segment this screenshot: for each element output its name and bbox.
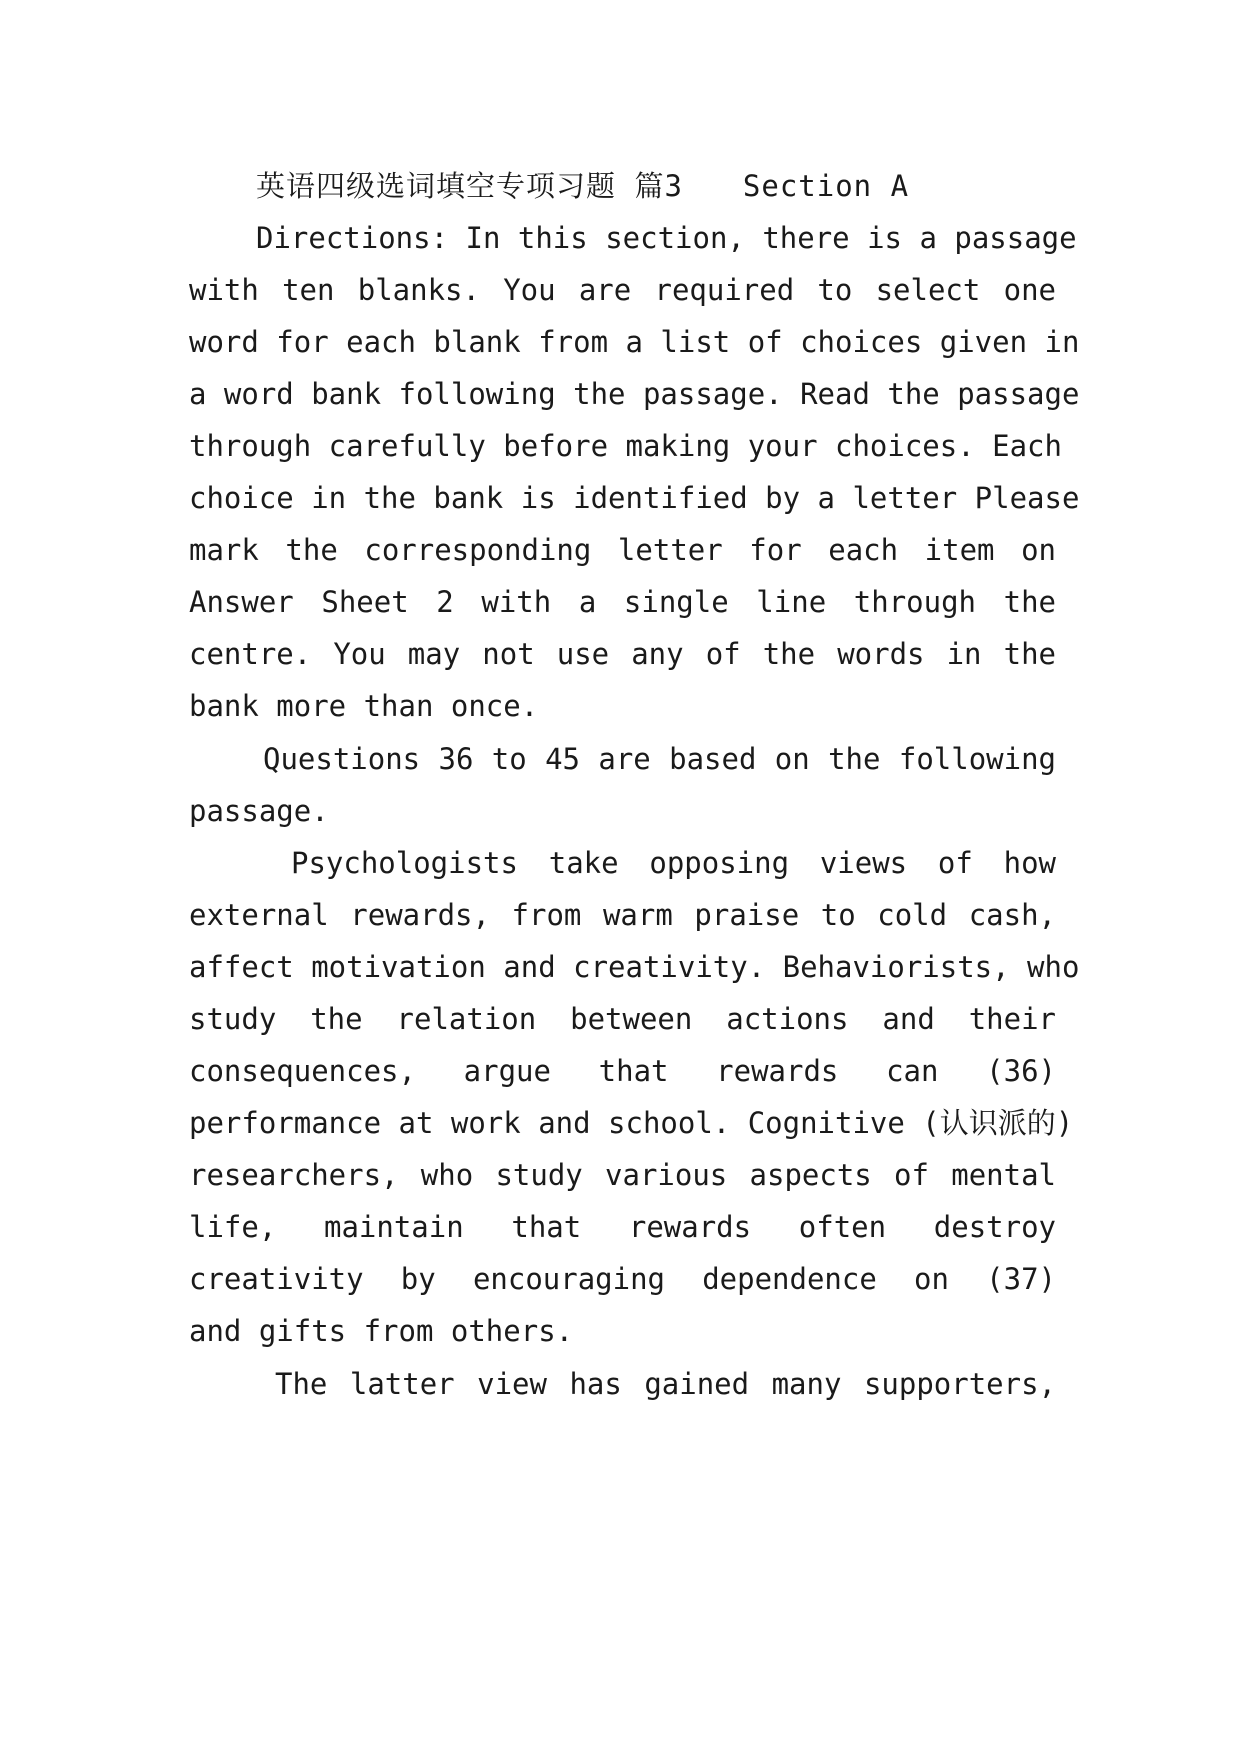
text-line: study the relation between actions and their bbox=[189, 1002, 1056, 1036]
text-line: researchers, who study various aspects of mental bbox=[189, 1158, 1056, 1192]
text-line: through carefully before making your choices. Each bbox=[189, 429, 1062, 463]
text-line: centre. You may not use any of the words in the bbox=[189, 637, 1056, 671]
text-line: bank more than once. bbox=[189, 689, 539, 723]
text-line: performance at work and school. Cognitive (认识派的) bbox=[189, 1106, 1074, 1140]
text-line: word for each blank from a list of choices given in bbox=[189, 325, 1080, 359]
text-line: Answer Sheet 2 with a single line through the bbox=[189, 585, 1056, 619]
text-line: and gifts from others. bbox=[189, 1314, 574, 1348]
text-line: passage. bbox=[189, 794, 329, 828]
title-section: Section A bbox=[742, 169, 910, 203]
text-line: mark the corresponding letter for each item on bbox=[189, 533, 1056, 567]
text-line: Questions 36 to 45 are based on the following bbox=[263, 742, 1056, 776]
text-line: consequences, argue that rewards can (36) bbox=[189, 1054, 1056, 1088]
text-line: choice in the bank is identified by a letter Please bbox=[189, 481, 1080, 515]
text-line: a word bank following the passage. Read the passage bbox=[189, 377, 1080, 411]
text-line: Psychologists take opposing views of how bbox=[291, 846, 1056, 880]
text-line: The latter view has gained many supporters, bbox=[275, 1367, 1056, 1401]
text-line: external rewards, from warm praise to cold cash, bbox=[189, 898, 1056, 932]
text-line: creativity by encouraging dependence on (37) bbox=[189, 1262, 1056, 1296]
text-line: Directions: In this section, there is a passage bbox=[256, 221, 1077, 255]
text-line: affect motivation and creativity. Behaviorists, who bbox=[189, 950, 1080, 984]
text-line: with ten blanks. You are required to select one bbox=[189, 273, 1056, 307]
text-line: life, maintain that rewards often destroy bbox=[189, 1210, 1056, 1244]
title-heading: 英语四级选词填空专项习题 篇3 bbox=[256, 169, 683, 203]
document-title bbox=[256, 166, 1016, 206]
